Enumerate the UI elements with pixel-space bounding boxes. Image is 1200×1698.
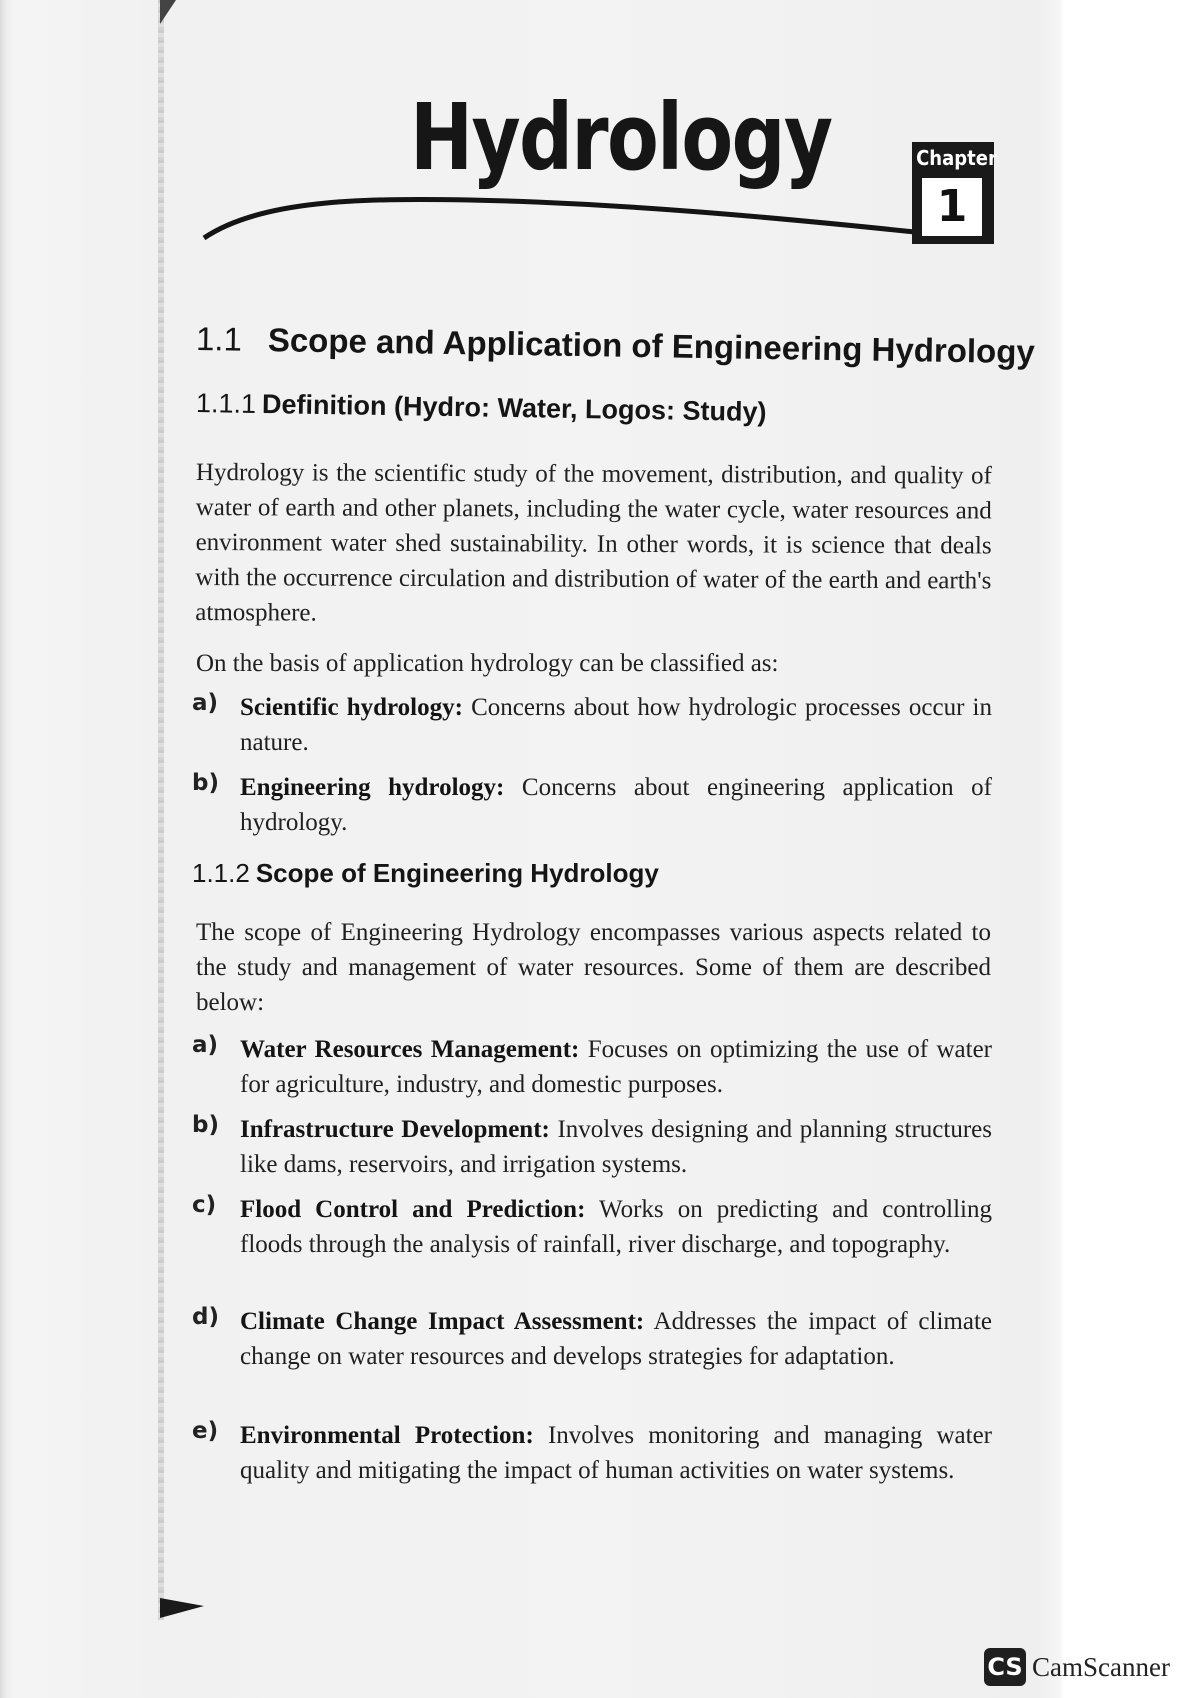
section-title: Scope and Application of Engineering Hydrology	[267, 321, 1036, 371]
chapter-badge	[912, 142, 997, 244]
list-item-term: Scientific hydrology:	[240, 694, 463, 721]
classification-intro: On the basis of application hydrology can be classified as:	[196, 650, 779, 677]
section-number: 1.1	[195, 320, 243, 358]
list-item-term: Flood Control and Prediction:	[240, 1196, 586, 1223]
section-title: Definition (Hydro: Water, Logos: Study)	[261, 389, 767, 427]
chapter-number: 1	[922, 178, 982, 236]
chapter-label: Chapter	[916, 146, 997, 170]
list-marker: b)	[192, 770, 219, 796]
list-marker: d)	[192, 1304, 219, 1330]
section-number: 1.1.2	[192, 858, 250, 888]
list-marker: a)	[192, 1032, 219, 1058]
list-item-text	[240, 690, 992, 760]
list-marker: a)	[192, 690, 219, 716]
list-item-description: Focuses on optimizing the use of water for agriculture, industry, and domestic purposes.	[240, 1036, 992, 1098]
section-heading-1-1-2	[192, 858, 659, 889]
page-corner-mark	[160, 1598, 204, 1618]
list-item-term: Infrastructure Development:	[240, 1116, 550, 1143]
list-item-term: Climate Change Impact Assessment:	[240, 1308, 645, 1335]
list-item-term: Water Resources Management:	[240, 1036, 580, 1063]
section-number: 1.1.1	[195, 388, 257, 419]
list-item-text	[240, 770, 992, 840]
list-item-text	[240, 1418, 992, 1488]
chapter-title: Hydrology	[410, 84, 832, 191]
list-item-description: Works on predicting and controlling floods through the analysis of rainfall, river discharge, and topography.	[240, 1196, 992, 1258]
list-item-term: Engineering hydrology:	[240, 774, 505, 801]
title-underline	[0, 0, 1200, 260]
list-item-description: Involves monitoring and managing water quality and mitigating the impact of human activities on water systems.	[240, 1422, 993, 1484]
section-title: Scope of Engineering Hydrology	[255, 858, 659, 888]
section-heading-1-1-1	[196, 388, 767, 428]
list-item-text	[240, 1032, 992, 1102]
scope-paragraph: The scope of Engineering Hydrology encompasses various aspects related to the study and management of water resources. Some of them are described below:	[196, 919, 991, 1016]
definition-paragraph: Hydrology is the scientific study of the movement, distribution, and quality of water of earth and other planets, including the water cycle, water resources and environment water shed sustainability. In other words, it is science that deals with the occurrence circulation and distribution of water of the earth and earth's atmosphere.	[195, 458, 992, 627]
list-item-text	[240, 1192, 992, 1262]
list-item-description: Concerns about how hydrologic processes occur in nature.	[240, 694, 992, 756]
list-item-description: Involves designing and planning structures like dams, reservoirs, and irrigation systems.	[240, 1116, 992, 1178]
list-marker: e)	[192, 1418, 219, 1444]
list-item-term: Environmental Protection:	[240, 1422, 534, 1449]
list-marker: b)	[192, 1112, 219, 1138]
list-item-text	[240, 1304, 992, 1374]
list-marker: c)	[192, 1192, 217, 1218]
list-item-description: Concerns about engineering application of hydrology.	[240, 774, 992, 836]
section-heading-1-1	[196, 320, 1035, 371]
list-item-description: Addresses the impact of climate change on water resources and develops strategies for adaptation.	[240, 1308, 992, 1370]
camscanner-logo-icon: CS	[984, 1648, 1026, 1686]
list-item-text	[240, 1112, 992, 1182]
camscanner-watermark: CamScanner	[1032, 1652, 1170, 1682]
